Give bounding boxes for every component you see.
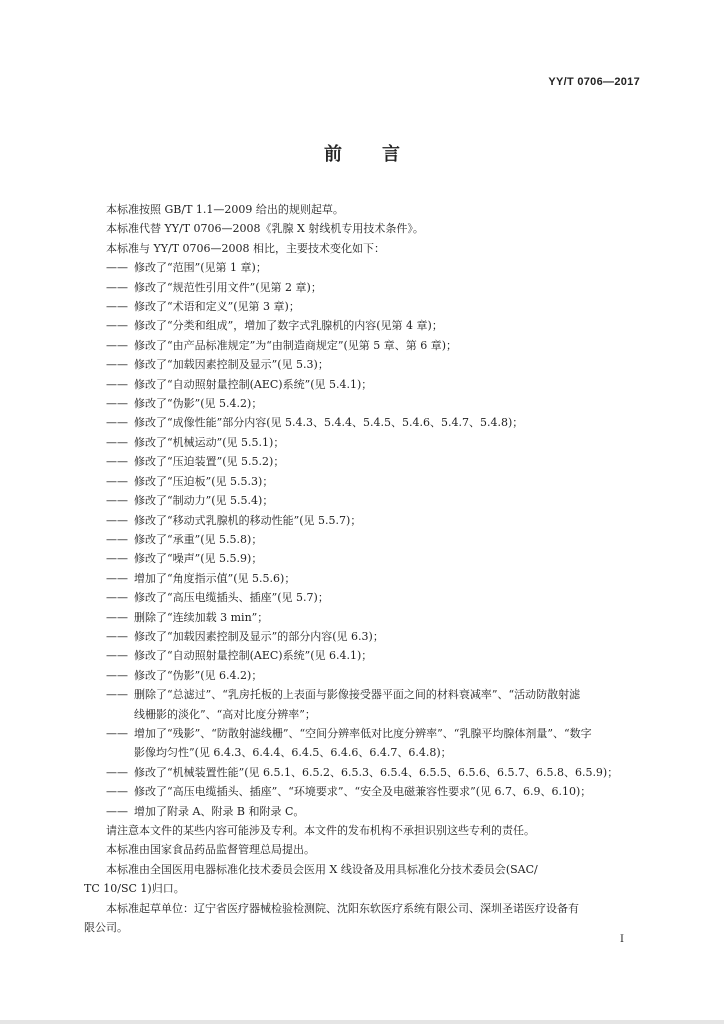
change-item: —— 修改了“机械运动”(见 5.5.1)； [106, 435, 285, 449]
change-item: —— 增加了“残影”、“防散射滤线栅”、“空间分辨率低对比度分辨率”、“乳腺平均腺体剂量”、“数字 [106, 726, 592, 740]
intro-line: 本标准与 YY/T 0706—2008 相比，主要技术变化如下： [106, 241, 386, 255]
change-item: —— 修改了“范围”(见第 1 章)； [106, 261, 267, 275]
change-item: —— 修改了“高压电缆插头、插座”(见 5.7)； [106, 591, 329, 605]
change-item: —— 修改了“高压电缆插头、插座”、“环境要求”、“安全及电磁兼容性要求”(见 6.7、6.9、6.10)； [106, 785, 592, 799]
change-list [84, 258, 644, 685]
page-number: I [620, 934, 624, 945]
change-item: —— 增加了“角度指示值”(见 5.5.6)； [106, 571, 296, 585]
page-bottom-border [0, 1020, 724, 1024]
change-item: —— 增加了附录 A、附录 B 和附录 C。 [106, 804, 305, 818]
change-item: —— 修改了“承重”(见 5.5.8)； [106, 532, 263, 546]
change-item: —— 修改了“伪影”(见 5.4.2)； [106, 397, 263, 411]
centralized-line: 本标准由全国医用电器标准化技术委员会医用 X 线设备及用具标准化分技术委员会(SAC/ [106, 862, 538, 876]
document-body [84, 200, 644, 937]
change-item: —— 修改了“由产品标准规定”为“由制造商规定”(见第 5 章、第 6 章)； [106, 338, 458, 352]
change-list-tail [84, 763, 644, 821]
change-item-continuation: 影像均匀性”(见 6.4.3、6.4.4、6.4.5、6.4.6、6.4.7、6.4.8)； [134, 746, 452, 760]
change-item: —— 修改了“制动力”(见 5.5.4)； [106, 494, 274, 508]
change-item: —— 修改了“分类和组成”，增加了数字式乳腺机的内容(见第 4 章)； [106, 319, 443, 333]
drafting-units-line: 本标准起草单位：辽宁省医疗器械检验检测院、沈阳东软医疗系统有限公司、深圳圣诺医疗设备有 [106, 901, 579, 915]
standard-code: YY/T 0706—2017 [548, 76, 640, 88]
change-item: —— 修改了“成像性能”部分内容(见 5.4.3、5.4.4、5.4.5、5.4.6、5.4.7、5.4.8)； [106, 416, 524, 430]
change-item: —— 修改了“规范性引用文件”(见第 2 章)； [106, 280, 322, 294]
change-item: —— 修改了“噪声”(见 5.5.9)； [106, 552, 263, 566]
change-item: —— 删除了“总滤过”、“乳房托板的上表面与影像接受器平面之间的材料衰减率”、“活动防散射滤 [106, 688, 581, 702]
change-item: —— 修改了“自动照射量控制(AEC)系统”(见 5.4.1)； [106, 377, 373, 391]
change-item: —— 修改了“术语和定义”(见第 3 章)； [106, 300, 300, 314]
change-item: —— 修改了“压迫装置”(见 5.5.2)； [106, 455, 285, 469]
patent-notice: 请注意本文件的某些内容可能涉及专利。本文件的发布机构不承担识别这些专利的责任。 [106, 824, 535, 837]
proposer-line: 本标准由国家食品药品监督管理总局提出。 [106, 843, 315, 857]
change-item: —— 修改了“伪影”(见 6.4.2)； [106, 668, 263, 682]
change-item: —— 修改了“加载因素控制及显示”(见 5.3)； [106, 358, 329, 372]
centralized-line-continuation: TC 10/SC 1)归口。 [84, 882, 185, 896]
drafting-units-line-continuation: 限公司。 [84, 921, 128, 935]
intro-line: 本标准代替 YY/T 0706—2008《乳腺 X 射线机专用技术条件》。 [106, 222, 424, 236]
change-item: —— 修改了“加载因素控制及显示”的部分内容(见 6.3)； [106, 629, 384, 643]
intro-line: 本标准按照 GB/T 1.1—2009 给出的规则起草。 [106, 203, 344, 216]
change-item: —— 修改了“压迫板”(见 5.5.3)； [106, 474, 274, 488]
change-item: —— 删除了“连续加载 3 min”； [106, 610, 269, 624]
change-item: —— 修改了“自动照射量控制(AEC)系统”(见 6.4.1)； [106, 649, 373, 663]
page-title: 前言 [324, 144, 440, 165]
change-item-continuation: 线栅影的淡化”、“高对比度分辨率”； [134, 707, 316, 721]
change-item: —— 修改了“移动式乳腺机的移动性能”(见 5.5.7)； [106, 513, 362, 527]
change-item: —— 修改了“机械装置性能”(见 6.5.1、6.5.2、6.5.3、6.5.4、6.5.5、6.5.6、6.5.7、6.5.8、6.5.9)； [106, 765, 619, 779]
